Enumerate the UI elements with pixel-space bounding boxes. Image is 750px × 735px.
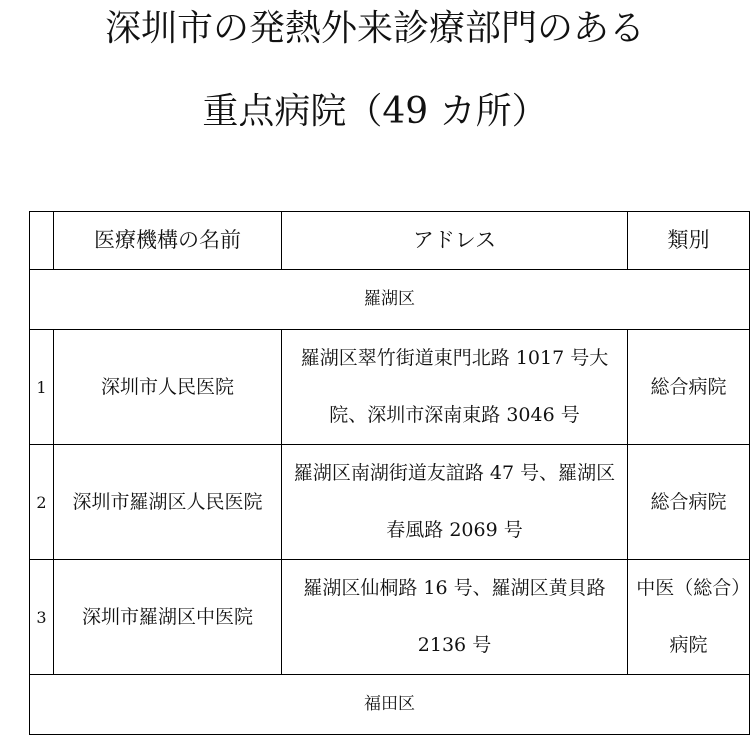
district-name: 福田区	[30, 675, 750, 735]
header-name: 医療機構の名前	[54, 212, 282, 270]
table-header-row	[30, 212, 750, 270]
hospital-category: 中医（総合）病院	[628, 560, 750, 675]
table-row	[30, 445, 750, 560]
row-number: 3	[30, 560, 54, 675]
page-subtitle: 重点病院（49 カ所）	[202, 91, 548, 132]
header-address: アドレス	[282, 212, 628, 270]
district-row	[30, 675, 750, 735]
header-category: 類別	[628, 212, 750, 270]
hospital-category: 総合病院	[628, 445, 750, 560]
hospital-name: 深圳市人民医院	[54, 330, 282, 445]
hospital-name: 深圳市羅湖区中医院	[54, 560, 282, 675]
row-number: 1	[30, 330, 54, 445]
hospital-table	[29, 211, 750, 735]
table-row	[30, 560, 750, 675]
hospital-address: 羅湖区南湖街道友誼路 47 号、羅湖区春風路 2069 号	[282, 445, 628, 560]
hospital-name: 深圳市羅湖区人民医院	[54, 445, 282, 560]
page-title: 深圳市の発熱外来診療部門のある	[104, 8, 645, 49]
table-row	[30, 330, 750, 445]
header-number	[30, 212, 54, 270]
hospital-address: 羅湖区仙桐路 16 号、羅湖区黄貝路 2136 号	[282, 560, 628, 675]
hospital-address: 羅湖区翠竹街道東門北路 1017 号大院、深圳市深南東路 3046 号	[282, 330, 628, 445]
district-name: 羅湖区	[30, 270, 750, 330]
hospital-category: 総合病院	[628, 330, 750, 445]
row-number: 2	[30, 445, 54, 560]
district-row	[30, 270, 750, 330]
